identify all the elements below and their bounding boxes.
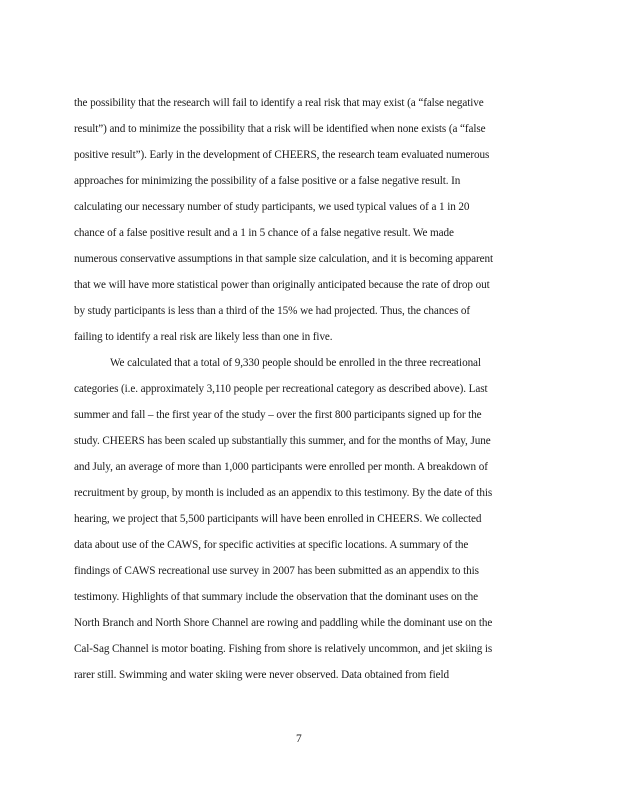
text-line: that we will have more statistical power than originally anticipated because the rate of drop out — [74, 279, 490, 291]
text-line: chance of a false positive result and a 1 in 5 chance of a false negative result. We made — [74, 227, 454, 239]
text-line: We calculated that a total of 9,330 people should be enrolled in the three recreational — [110, 357, 481, 369]
text-line: and July, an average of more than 1,000 participants were enrolled per month. A breakdown of — [74, 461, 488, 473]
text-line: approaches for minimizing the possibility of a false positive or a false negative result. In — [74, 175, 461, 187]
text-line: study. CHEERS has been scaled up substantially this summer, and for the months of May, June — [74, 435, 491, 447]
text-line: result”) and to minimize the possibility that a risk will be identified when none exists (a “false — [74, 123, 486, 135]
text-line: the possibility that the research will fail to identify a real risk that may exist (a “false negative — [74, 97, 484, 109]
text-line: recruitment by group, by month is included as an appendix to this testimony. By the date of this — [74, 487, 493, 499]
text-line: numerous conservative assumptions in that sample size calculation, and it is becoming apparent — [74, 253, 494, 265]
text-line: by study participants is less than a third of the 15% we had projected. Thus, the chances of — [74, 305, 471, 317]
text-line: categories (i.e. approximately 3,110 people per recreational category as described above). Last — [74, 383, 488, 395]
text-line: North Branch and North Shore Channel are rowing and paddling while the dominant use on the — [74, 617, 493, 629]
text-line: positive result”). Early in the development of CHEERS, the research team evaluated numerous — [74, 149, 490, 161]
text-line: summer and fall – the first year of the study – over the first 800 participants signed up for the — [74, 409, 482, 421]
text-line: calculating our necessary number of study participants, we used typical values of a 1 in 20 — [74, 201, 470, 213]
text-line: testimony. Highlights of that summary include the observation that the dominant uses on the — [74, 591, 479, 603]
text-line: Cal-Sag Channel is motor boating. Fishing from shore is relatively uncommon, and jet skiing is — [74, 643, 493, 655]
text-line: findings of CAWS recreational use survey in 2007 has been submitted as an appendix to this — [74, 565, 479, 577]
page-number: 7 — [296, 733, 302, 745]
text-line: failing to identify a real risk are likely less than one in five. — [74, 331, 333, 343]
text-line: data about use of the CAWS, for specific activities at specific locations. A summary of the — [74, 539, 469, 551]
text-line: rarer still. Swimming and water skiing were never observed. Data obtained from field — [74, 669, 449, 681]
text-line: hearing, we project that 5,500 participants will have been enrolled in CHEERS. We collected — [74, 513, 482, 525]
